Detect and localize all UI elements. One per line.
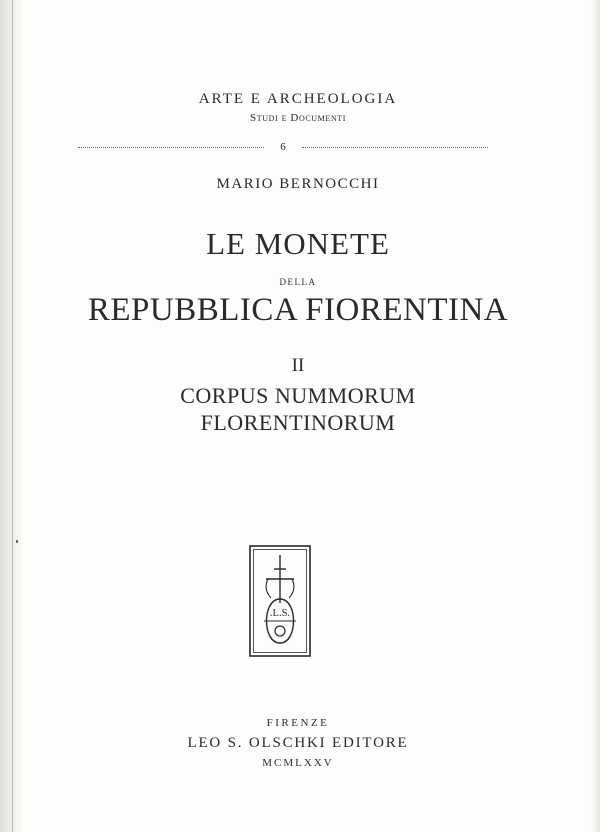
series-subtitle: Studi e Documenti — [250, 112, 346, 124]
paper-speck — [16, 540, 18, 543]
main-title-line-2: REPUBBLICA FIORENTINA — [87, 292, 509, 328]
main-title-connector: della — [279, 273, 317, 288]
dotted-rule-right — [302, 147, 488, 148]
printer-mark-monogram: .L.S. — [269, 608, 291, 619]
spine-fold — [12, 0, 13, 832]
double-cross-printer-mark-icon — [249, 545, 311, 657]
volume-subtitle-line-2: FLORENTINORUM — [200, 410, 396, 435]
volume-number: II — [291, 355, 305, 376]
author-name: MARIO BERNOCCHI — [216, 176, 380, 192]
imprint-publisher: LEO S. OLSCHKI EDITORE — [187, 735, 409, 751]
spine-shadow — [0, 0, 22, 832]
imprint-city: FIRENZE — [266, 717, 330, 729]
main-title-line-1: LE MONETE — [206, 226, 390, 261]
series-number-rule — [78, 139, 488, 155]
series-title: ARTE E ARCHEOLOGIA — [198, 91, 398, 107]
page-edge-shadow — [590, 0, 600, 832]
series-number: 6 — [280, 141, 286, 153]
imprint-year: MCMLXXV — [262, 757, 334, 769]
volume-subtitle-line-1: CORPUS NUMMORUM — [180, 383, 416, 408]
